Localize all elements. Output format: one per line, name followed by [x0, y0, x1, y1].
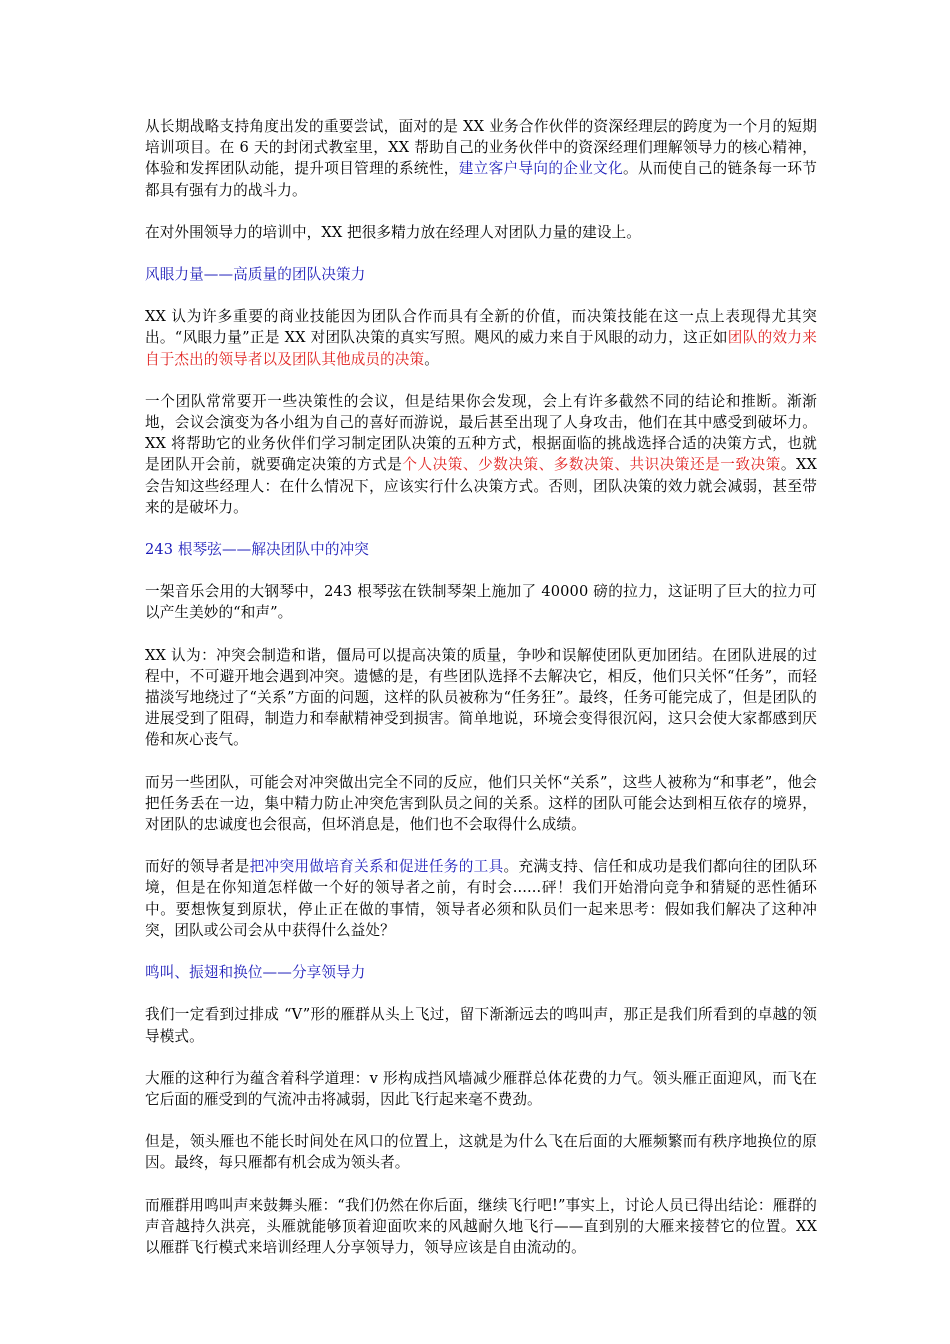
paragraph-intro-text: 从长期战略支持角度出发的重要尝试，面对的是 XX 业务合作伙伴的资深经理层的跨度为一个月的短期培训项目。在 6 天的封闭式教室里，XX 帮助自己的业务伙伴中的资深经理们理解领导力的核心精神，体验和发挥团队动能，提升项目管理的系统性，	[145, 118, 817, 178]
team-effectiveness-highlight: 团队的效力来自于杰出的领导者以及团队其他成员的决策	[145, 329, 817, 368]
document-page	[145, 116, 817, 1279]
paragraph-goose-science: 大雁的这种行为蕴含着科学道理：v 形构成挡风墙减少雁群总体花费的力气。领头雁正面迎风，而飞在它后面的雁受到的气流冲击将减弱，因此飞行起来毫不费劲。	[145, 1069, 817, 1108]
paragraph-eye-power	[145, 306, 817, 370]
paragraph-rotation: 但是，领头雁也不能长时间处在风口的位置上，这就是为什么飞在后面的大雁频繁而有秩序地换位的原因。最终，每只雁都有机会成为领头者。	[145, 1133, 817, 1172]
paragraph-honking: 而雁群用鸣叫声来鼓舞头雁：“我们仍然在你后面，继续飞行吧!”事实上，讨论人员已得出结论：雁群的声音越持久洪亮，头雁就能够顶着迎面吹来的风越耐久地飞行——直到别的大雁来接替它的位置。XX 以雁群飞行模式来培训经理人分享领导力，领导应该是自由流动的。	[145, 1196, 817, 1256]
paragraph-good-leader-end: 。充满支持、信任和成功是我们都向往的团队环境，但是在你知道怎样做一个好的领导者之前，有时会......砰！我们开始滑向竞争和猜疑的恶性循环中。要想恢复到原状，停止正在做的事情，领导者必须和队员们一起来思考：假如我们解决了这种冲突，团队或公司会从中获得什么益处？	[145, 858, 818, 939]
paragraph-peacemakers: 而另一些团队，可能会对冲突做出完全不同的反应，他们只关怀“关系”，这些人被称为“和事老”，他会把任务丢在一边，集中精力防止冲突危害到队员之间的关系。这样的团队可能会达到相互依存的境界，对团队的忠诚度也会很高，但坏消息是，他们也不会取得什么成绩。	[145, 773, 817, 834]
paragraph-good-leader	[145, 856, 817, 941]
section-heading-decision: 风眼力量——高质量的团队决策力	[145, 266, 366, 284]
conflict-tool-link[interactable]: 把冲突用做培育关系和促进任务的工具	[249, 858, 504, 876]
paragraph-decision-methods	[145, 391, 817, 518]
customer-oriented-culture-link[interactable]: 建立客户导向的企业文化	[458, 160, 624, 178]
paragraph-intro	[145, 116, 817, 201]
paragraph-piano: 一架音乐会用的大钢琴中，243 根琴弦在铁制琴架上施加了 40000 磅的拉力，这证明了巨大的拉力可以产生美妙的“和声”。	[145, 583, 817, 622]
paragraph-v-formation: 我们一定看到过排成 “V”形的雁群从头上飞过，留下渐渐远去的鸣叫声，那正是我们所看到的卓越的领导模式。	[145, 1006, 817, 1045]
paragraph-eye-power-end: 。	[424, 350, 439, 368]
paragraph-decision-methods-text: 一个团队常常要开一些决策性的会议，但是结果你会发现，会上有许多截然不同的结论和推断。渐渐地，会议会演变为各小组为自己的喜好而游说，最后甚至出现了人身攻击，他们在其中感受到破坏力。XX 将帮助它的业务伙伴们学习制定团队决策的五种方式，根据面临的挑战选择合适的决策方式，也就是团队开会前，就要确定决策的方式是	[145, 392, 817, 474]
paragraph-conflict-harmony: XX 认为：冲突会制造和谐，僵局可以提高决策的质量，争吵和误解使团队更加团结。在团队进展的过程中，不可避开地会遇到冲突。遗憾的是，有些团队选择不去解决它，相反，他们只关怀“任务”，而轻描淡写地绕过了“关系”方面的问题，这样的队员被称为“任务狂”。最终，任务可能完成了，但是团队的进展受到了阻碍，制造力和奉献精神受到损害。简单地说，环境会变得很沉闷，这只会使大家都感到厌倦和灰心丧气。	[145, 646, 817, 749]
paragraph-intro-end: 。从而使自己的链条每一环节都具有强有力的战斗力。	[145, 160, 817, 199]
section-heading-shared-leadership: 鸣叫、振翅和换位——分享领导力	[145, 964, 366, 982]
paragraph-good-leader-text: 而好的领导者是	[145, 858, 250, 876]
paragraph-eye-power-text: XX 认为许多重要的商业技能因为团队合作而具有全新的价值，而决策技能在这一点上表现得尤其突出。“风眼力量”正是 XX 对团队决策的真实写照。飓风的威力来自于风眼的动力，这正如	[145, 308, 817, 347]
decision-types-highlight: 个人决策、少数决策、多数决策、共识决策还是一致决策	[402, 456, 781, 474]
section-heading-conflict: 243 根琴弦——解决团队中的冲突	[145, 541, 369, 559]
paragraph-external-leadership: 在对外围领导力的培训中，XX 把很多精力放在经理人对团队力量的建设上。	[145, 223, 641, 241]
paragraph-decision-methods-end: 。XX 会告知这些经理人：在什么情况下，应该实行什么决策方式。否则，团队决策的效力就会减弱，甚至带来的是破坏力。	[145, 456, 817, 516]
